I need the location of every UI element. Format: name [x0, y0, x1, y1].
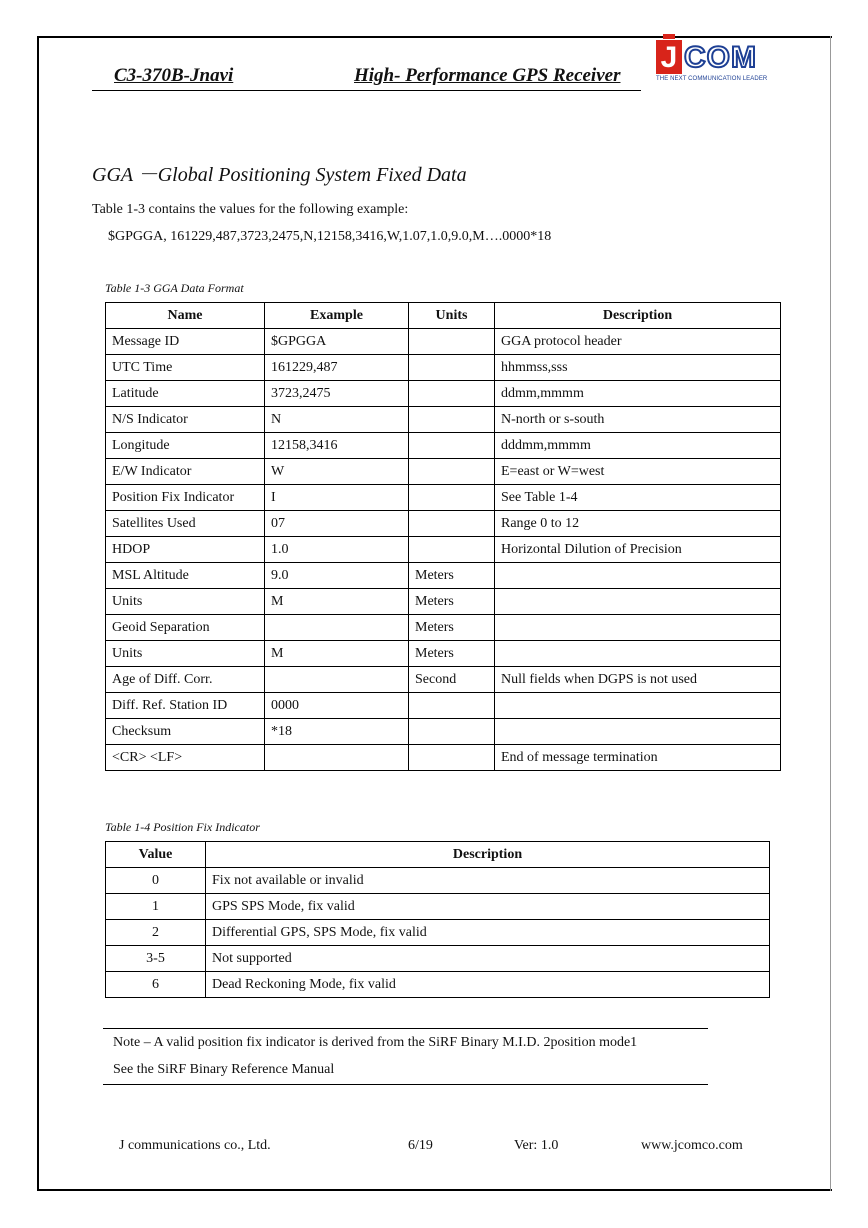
table-cell: N	[265, 407, 409, 433]
section-title: GGA －Global Positioning System Fixed Data	[92, 164, 467, 186]
footer-version: Ver: 1.0	[514, 1138, 559, 1153]
table-cell	[409, 459, 495, 485]
table-header-cell: Units	[409, 303, 495, 329]
section-intro: Table 1-3 contains the values for the following example:	[92, 202, 409, 217]
table-row	[106, 355, 781, 381]
table-header-cell: Example	[265, 303, 409, 329]
table-cell	[495, 563, 781, 589]
table-cell: Meters	[409, 615, 495, 641]
table-row	[106, 407, 781, 433]
table-cell: 6	[106, 972, 206, 998]
table-cell: Message ID	[106, 329, 265, 355]
table14-caption: Table 1-4 Position Fix Indicator	[105, 820, 260, 834]
table-cell	[409, 537, 495, 563]
table-cell: W	[265, 459, 409, 485]
table-cell: E/W Indicator	[106, 459, 265, 485]
table-cell: Differential GPS, SPS Mode, fix valid	[206, 920, 770, 946]
table-cell: HDOP	[106, 537, 265, 563]
table-cell	[409, 381, 495, 407]
jcom-logo	[656, 40, 780, 88]
footer-page-number: 6/19	[408, 1138, 433, 1153]
table-cell: 2	[106, 920, 206, 946]
table-cell: See Table 1-4	[495, 485, 781, 511]
table-header-cell: Name	[106, 303, 265, 329]
table-row	[106, 615, 781, 641]
note-line-2: See the SiRF Binary Reference Manual	[113, 1062, 335, 1077]
table-row	[106, 433, 781, 459]
logo-com: COM	[684, 41, 757, 74]
table-row	[106, 745, 781, 771]
gga-data-format-table	[105, 302, 781, 771]
logo-j: J	[656, 40, 682, 74]
footer-company: J communications co., Ltd.	[119, 1138, 271, 1153]
table-cell: Units	[106, 589, 265, 615]
table-cell: Dead Reckoning Mode, fix valid	[206, 972, 770, 998]
table-cell	[495, 615, 781, 641]
table-cell: 0	[106, 868, 206, 894]
table-cell	[409, 745, 495, 771]
table-row	[106, 381, 781, 407]
table-cell: Meters	[409, 589, 495, 615]
page-header	[92, 62, 641, 91]
table-cell: End of message termination	[495, 745, 781, 771]
table-cell: UTC Time	[106, 355, 265, 381]
position-fix-indicator-table	[105, 841, 770, 998]
table-cell	[265, 667, 409, 693]
table-cell: M	[265, 589, 409, 615]
table-cell: Range 0 to 12	[495, 511, 781, 537]
table-cell: 161229,487	[265, 355, 409, 381]
table-row	[106, 511, 781, 537]
table-cell: 3723,2475	[265, 381, 409, 407]
table-cell: <CR> <LF>	[106, 745, 265, 771]
table-row	[106, 719, 781, 745]
table-row	[106, 868, 770, 894]
table-row	[106, 329, 781, 355]
table-cell: Meters	[409, 563, 495, 589]
table-header-cell: Description	[495, 303, 781, 329]
table-row	[106, 946, 770, 972]
table-cell: Longitude	[106, 433, 265, 459]
table-cell: Null fields when DGPS is not used	[495, 667, 781, 693]
table-cell: M	[265, 641, 409, 667]
table-cell	[495, 719, 781, 745]
table-cell: 1	[106, 894, 206, 920]
table-cell: GPS SPS Mode, fix valid	[206, 894, 770, 920]
table-cell: Meters	[409, 641, 495, 667]
table-cell	[409, 329, 495, 355]
table-cell	[409, 485, 495, 511]
table-cell: hhmmss,sss	[495, 355, 781, 381]
table-row	[106, 920, 770, 946]
table-row	[106, 459, 781, 485]
table-cell: *18	[265, 719, 409, 745]
table-cell: 07	[265, 511, 409, 537]
table-cell	[409, 511, 495, 537]
table-cell: GGA protocol header	[495, 329, 781, 355]
table-cell: N-north or s-south	[495, 407, 781, 433]
table-row	[106, 485, 781, 511]
table-cell: dddmm,mmmm	[495, 433, 781, 459]
table-cell	[409, 719, 495, 745]
table-row	[106, 537, 781, 563]
table-header-cell: Value	[106, 842, 206, 868]
table-cell: Diff. Ref. Station ID	[106, 693, 265, 719]
table-row	[106, 563, 781, 589]
table-cell	[409, 407, 495, 433]
table-cell: 12158,3416	[265, 433, 409, 459]
table-row	[106, 894, 770, 920]
table-cell	[495, 589, 781, 615]
table-header-cell: Description	[206, 842, 770, 868]
table-cell: Satellites Used	[106, 511, 265, 537]
table-cell: I	[265, 485, 409, 511]
table-cell	[265, 615, 409, 641]
note-line-1: Note – A valid position fix indicator is derived from the SiRF Binary M.I.D. 2position mode1	[113, 1035, 638, 1050]
table-cell: Not supported	[206, 946, 770, 972]
table-cell	[409, 355, 495, 381]
table-cell: Geoid Separation	[106, 615, 265, 641]
example-sentence: $GPGGA, 161229,487,3723,2475,N,12158,3416,W,1.07,1.0,9.0,M….0000*18	[108, 229, 552, 244]
page-frame-right-edge	[830, 36, 831, 1191]
table-cell: $GPGGA	[265, 329, 409, 355]
note-box	[103, 1028, 708, 1085]
table-row	[106, 972, 770, 998]
table-cell: N/S Indicator	[106, 407, 265, 433]
table-cell	[409, 433, 495, 459]
table-cell: Latitude	[106, 381, 265, 407]
header-subtitle: High- Performance GPS Receiver	[354, 65, 621, 86]
table-cell: E=east or W=west	[495, 459, 781, 485]
table-cell: Checksum	[106, 719, 265, 745]
table-cell	[409, 693, 495, 719]
footer-website: www.jcomco.com	[641, 1138, 743, 1153]
table-row	[106, 693, 781, 719]
table-cell	[265, 745, 409, 771]
table-cell: ddmm,mmmm	[495, 381, 781, 407]
logo-tagline: THE NEXT COMMUNICATION LEADER	[656, 76, 768, 82]
table13-caption: Table 1-3 GGA Data Format	[105, 281, 244, 295]
table-cell	[495, 693, 781, 719]
table-cell: Units	[106, 641, 265, 667]
table-cell: MSL Altitude	[106, 563, 265, 589]
header-model: C3-370B-Jnavi	[114, 65, 234, 86]
table-cell: Fix not available or invalid	[206, 868, 770, 894]
table-cell: Second	[409, 667, 495, 693]
table-row	[106, 667, 781, 693]
table-cell: 1.0	[265, 537, 409, 563]
table-cell: 0000	[265, 693, 409, 719]
table-row	[106, 589, 781, 615]
table-cell: Age of Diff. Corr.	[106, 667, 265, 693]
table-cell: Horizontal Dilution of Precision	[495, 537, 781, 563]
table-cell: 9.0	[265, 563, 409, 589]
table-cell: Position Fix Indicator	[106, 485, 265, 511]
table-row	[106, 641, 781, 667]
table-cell: 3-5	[106, 946, 206, 972]
table-cell	[495, 641, 781, 667]
